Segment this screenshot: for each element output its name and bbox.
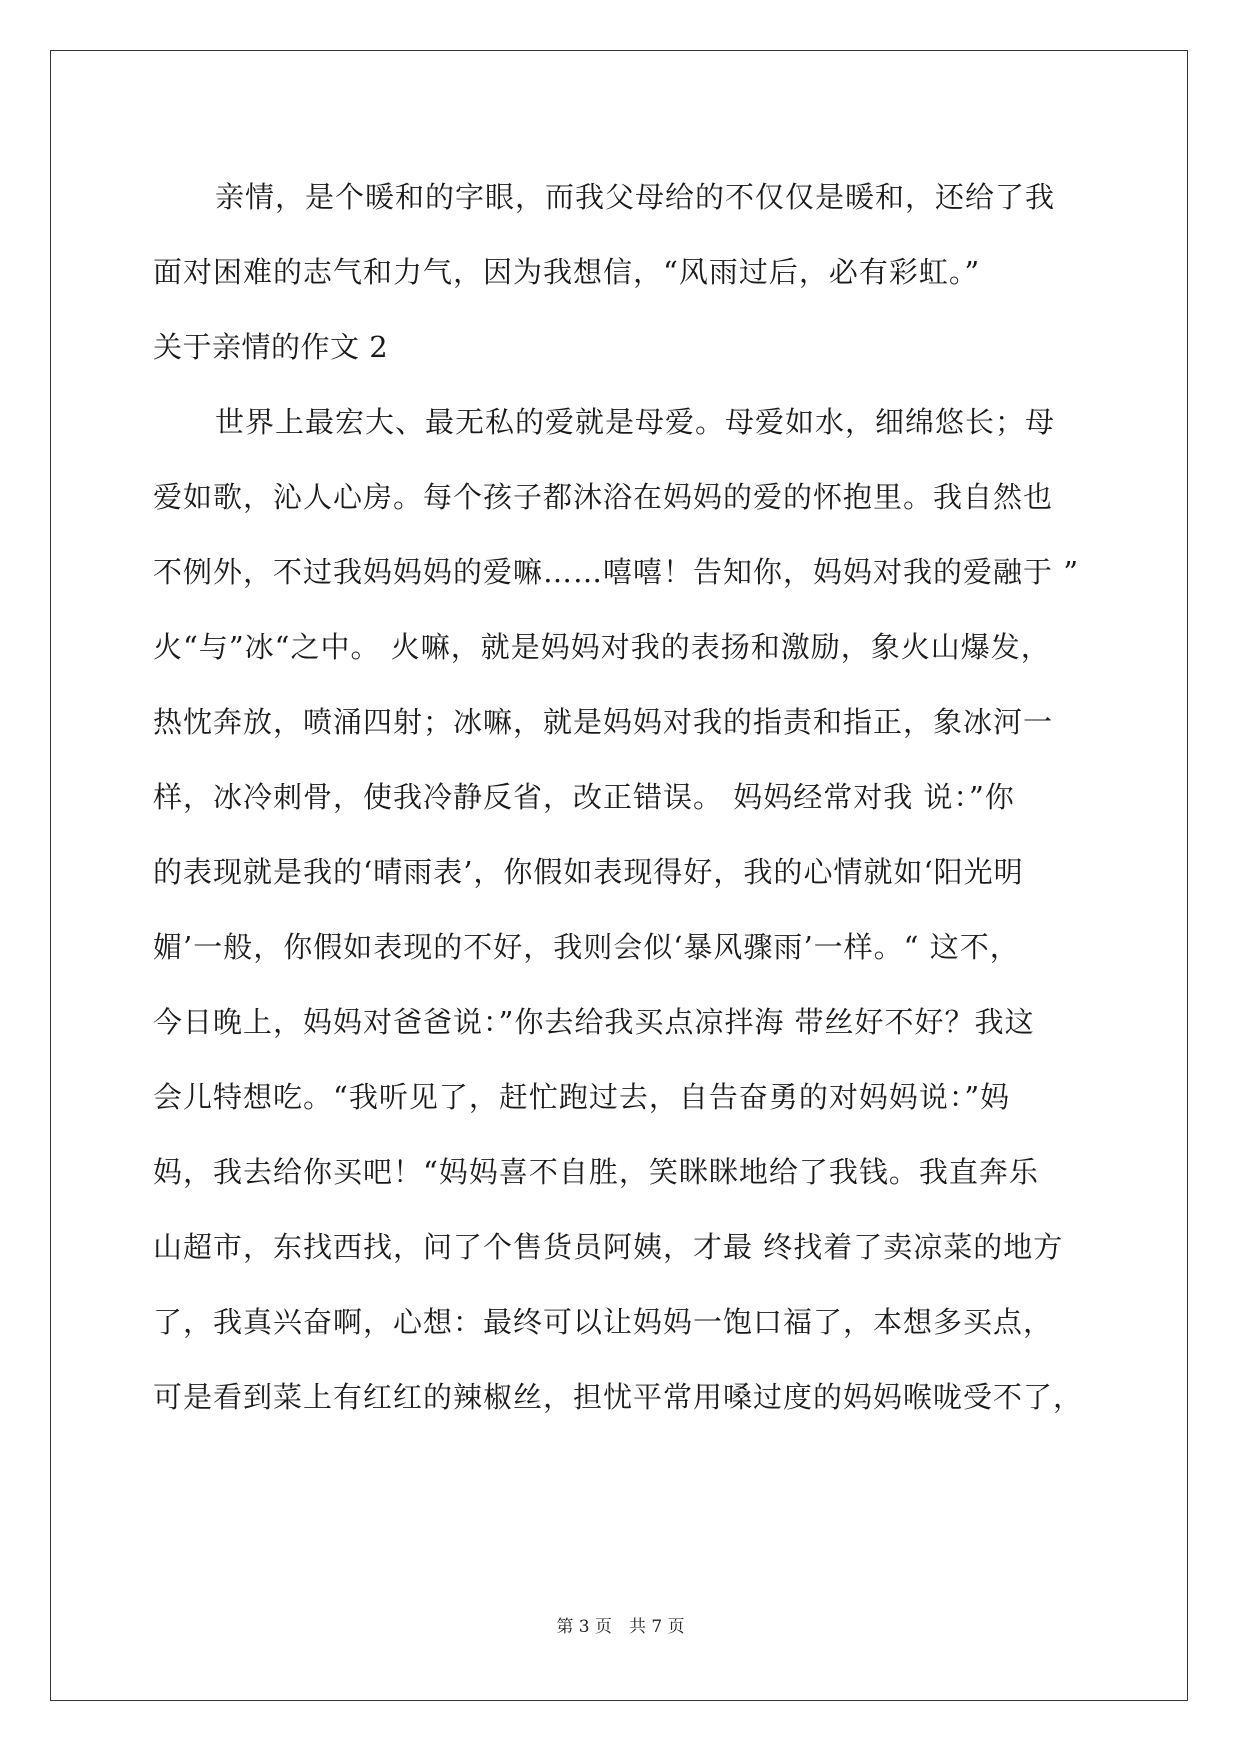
paragraph-line: 了，我真兴奋啊，心想：最终可以让妈妈一饱口福了，本想多买点， — [153, 1305, 1054, 1339]
page-number-footer: 第 3 页 共 7 页 — [556, 1617, 685, 1637]
paragraph-line: 可是看到菜上有红红的辣椒丝，担忧平常用嗓过度的妈妈喉咙受不了， — [153, 1380, 1084, 1414]
paragraph-line: 的表现就是我的‘晴雨表’，你假如表现得好，我的心情就如‘阳光明 — [153, 855, 1024, 889]
paragraph-line: 火“与”冰“之中。 火嘛，就是妈妈对我的表扬和激励，象火山爆发， — [153, 630, 1051, 664]
document-body — [153, 160, 1093, 1435]
section-heading: 关于亲情的作文 2 — [153, 330, 389, 364]
paragraph-line: 妈，我去给你买吧！“妈妈喜不自胜，笑眯眯地给了我钱。我直奔乐 — [153, 1155, 1039, 1189]
paragraph-line: 媚’一般，你假如表现的不好，我则会似‘暴风骤雨’一样。“ 这不， — [153, 930, 1020, 964]
paragraph-line: 世界上最宏大、最无私的爱就是母爱。母爱如水，细绵悠长；母 — [215, 405, 1056, 439]
paragraph-line: 面对困难的志气和力气，因为我想信，“风雨过后，必有彩虹。” — [153, 255, 981, 289]
paragraph-line: 今日晚上，妈妈对爸爸说：”你去给我买点凉拌海 带丝好不好？我这 — [153, 1005, 1035, 1039]
paragraph-line: 亲情，是个暖和的字眼，而我父母给的不仅仅是暖和，还给了我 — [215, 180, 1056, 214]
paragraph-line: 不例外，不过我妈妈妈的爱嘛……嘻嘻！告知你，妈妈对我的爱融于 ” — [153, 555, 1080, 589]
paragraph-line: 热忱奔放，喷涌四射；冰嘛，就是妈妈对我的指责和指正，象冰河一 — [153, 705, 1054, 739]
paragraph-line: 样，冰冷刺骨，使我冷静反省，改正错误。 妈妈经常对我 说：”你 — [153, 780, 1015, 814]
paragraph-line: 爱如歌，沁人心房。每个孩子都沐浴在妈妈的爱的怀抱里。我自然也 — [153, 480, 1054, 514]
paragraph-line: 山超市，东找西找，问了个售货员阿姨，才最 终找着了卖凉菜的地方 — [153, 1230, 1064, 1264]
paragraph-line: 会儿特想吃。“我听见了，赶忙跑过去，自告奋勇的对妈妈说：”妈 — [153, 1080, 1011, 1114]
